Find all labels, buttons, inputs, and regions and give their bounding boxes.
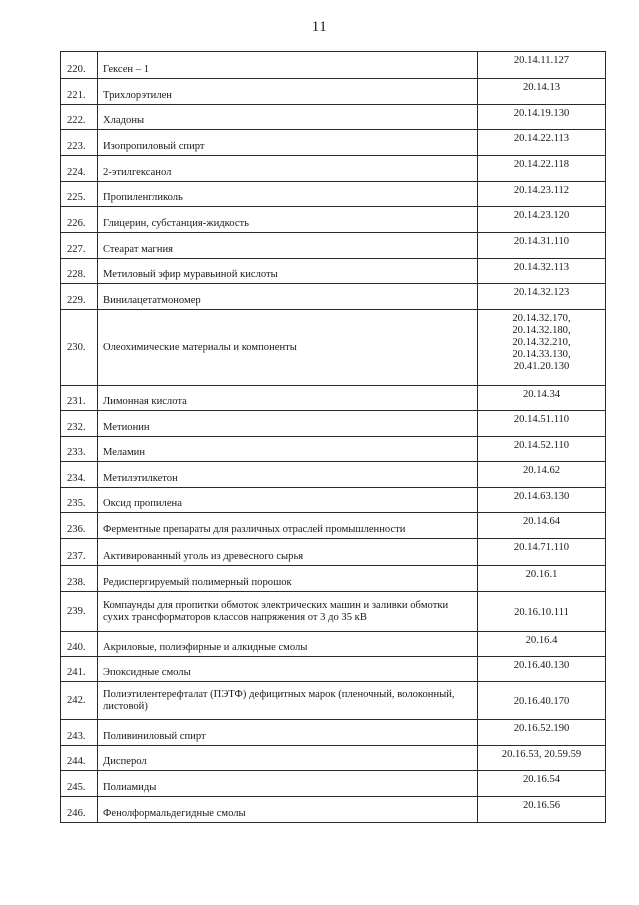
- row-name: Дисперол: [98, 746, 478, 771]
- page-number: 11: [311, 19, 328, 35]
- row-number: 235.: [61, 488, 98, 513]
- table-row: [61, 411, 606, 437]
- row-number: 223.: [61, 130, 98, 156]
- row-code: 20.14.22.113: [478, 130, 606, 156]
- row-number: 234.: [61, 462, 98, 488]
- row-name: Трихлорэтилен: [98, 79, 478, 105]
- row-code: 20.14.32.113: [478, 259, 606, 284]
- table-row: [61, 797, 606, 823]
- row-code: 20.14.22.118: [478, 156, 606, 182]
- row-number: 240.: [61, 632, 98, 657]
- row-number: 237.: [61, 539, 98, 566]
- row-name: Гексен – 1: [98, 52, 478, 79]
- row-number: 239.: [61, 592, 98, 632]
- table-row: [61, 462, 606, 488]
- table-row: [61, 539, 606, 566]
- row-number: 230.: [61, 310, 98, 386]
- row-number: 224.: [61, 156, 98, 182]
- row-number: 242.: [61, 682, 98, 720]
- row-number: 243.: [61, 720, 98, 746]
- row-name: Ферментные препараты для различных отраслей промышленности: [98, 513, 478, 539]
- row-name: Меламин: [98, 437, 478, 462]
- row-name: Лимонная кислота: [98, 386, 478, 411]
- row-name: Олеохимические материалы и компоненты: [98, 310, 478, 386]
- row-name: Метионин: [98, 411, 478, 437]
- table-row: [61, 130, 606, 156]
- row-code: 20.14.13: [478, 79, 606, 105]
- table-row: [61, 259, 606, 284]
- row-code: 20.14.52.110: [478, 437, 606, 462]
- table-row: [61, 386, 606, 411]
- table-row: [61, 657, 606, 682]
- table-row: [61, 182, 606, 207]
- table-row: [61, 207, 606, 233]
- row-number: 221.: [61, 79, 98, 105]
- table-row: [61, 771, 606, 797]
- table-row: [61, 682, 606, 720]
- row-code: 20.16.10.111: [478, 592, 606, 632]
- row-code: 20.14.34: [478, 386, 606, 411]
- table-row: [61, 592, 606, 632]
- row-code: 20.16.53, 20.59.59: [478, 746, 606, 771]
- row-number: 246.: [61, 797, 98, 823]
- row-code: 20.14.23.120: [478, 207, 606, 233]
- row-code: 20.14.11.127: [478, 52, 606, 79]
- row-name: Фенолформальдегидные смолы: [98, 797, 478, 823]
- row-code: 20.16.40.130: [478, 657, 606, 682]
- table-row: [61, 566, 606, 592]
- row-name: Пропиленгликоль: [98, 182, 478, 207]
- row-number: 245.: [61, 771, 98, 797]
- row-number: 232.: [61, 411, 98, 437]
- row-code: 20.14.19.130: [478, 105, 606, 130]
- row-code: 20.14.23.112: [478, 182, 606, 207]
- table-row: [61, 233, 606, 259]
- row-name: Метиловый эфир муравьиной кислоты: [98, 259, 478, 284]
- row-name: Поливиниловый спирт: [98, 720, 478, 746]
- row-code: 20.16.52.190: [478, 720, 606, 746]
- row-name: 2-этилгексанол: [98, 156, 478, 182]
- row-code: 20.16.4: [478, 632, 606, 657]
- row-number: 241.: [61, 657, 98, 682]
- row-code: 20.14.64: [478, 513, 606, 539]
- row-number: 220.: [61, 52, 98, 79]
- row-number: 233.: [61, 437, 98, 462]
- row-code: 20.14.71.110: [478, 539, 606, 566]
- row-number: 231.: [61, 386, 98, 411]
- row-code: 20.16.54: [478, 771, 606, 797]
- row-number: 236.: [61, 513, 98, 539]
- row-number: 222.: [61, 105, 98, 130]
- row-code: 20.14.63.130: [478, 488, 606, 513]
- row-name: Глицерин, субстанция-жидкость: [98, 207, 478, 233]
- table-row: [61, 437, 606, 462]
- row-code: 20.14.62: [478, 462, 606, 488]
- row-name: Полиэтилентерефталат (ПЭТФ) дефицитных марок (пленочный, волоконный, листовой): [98, 682, 478, 720]
- table-row: [61, 513, 606, 539]
- table-row: [61, 284, 606, 310]
- row-name: Изопропиловый спирт: [98, 130, 478, 156]
- row-name: Активированный уголь из древесного сырья: [98, 539, 478, 566]
- row-number: 227.: [61, 233, 98, 259]
- row-code: 20.14.32.170, 20.14.32.180, 20.14.32.210, 20.14.33.130, 20.41.20.130: [478, 310, 606, 386]
- row-number: 225.: [61, 182, 98, 207]
- row-number: 244.: [61, 746, 98, 771]
- row-number: 229.: [61, 284, 98, 310]
- row-name: Винилацетатмономер: [98, 284, 478, 310]
- row-number: 228.: [61, 259, 98, 284]
- row-number: 238.: [61, 566, 98, 592]
- row-code: 20.16.56: [478, 797, 606, 823]
- row-name: Метилэтилкетон: [98, 462, 478, 488]
- table-row: [61, 156, 606, 182]
- row-name: Редиспергируемый полимерный порошок: [98, 566, 478, 592]
- table-row: [61, 79, 606, 105]
- row-name: Хладоны: [98, 105, 478, 130]
- row-name: Эпоксидные смолы: [98, 657, 478, 682]
- row-code: 20.14.51.110: [478, 411, 606, 437]
- row-code: 20.14.32.123: [478, 284, 606, 310]
- table-row: [61, 310, 606, 386]
- row-code: 20.16.1: [478, 566, 606, 592]
- row-code: 20.14.31.110: [478, 233, 606, 259]
- row-name: Полиамиды: [98, 771, 478, 797]
- row-name: Компаунды для пропитки обмоток электрических машин и заливки обмотки сухих трансформаторов классов напряжения от 3 до 35 кВ: [98, 592, 478, 632]
- table-row: [61, 488, 606, 513]
- row-name: Стеарат магния: [98, 233, 478, 259]
- table-row: [61, 632, 606, 657]
- table-row: [61, 720, 606, 746]
- row-name: Оксид пропилена: [98, 488, 478, 513]
- table-row: [61, 105, 606, 130]
- row-name: Акриловые, полиэфирные и алкидные смолы: [98, 632, 478, 657]
- row-code: 20.16.40.170: [478, 682, 606, 720]
- row-number: 226.: [61, 207, 98, 233]
- table-row: [61, 52, 606, 79]
- classification-table: [60, 51, 606, 823]
- table-row: [61, 746, 606, 771]
